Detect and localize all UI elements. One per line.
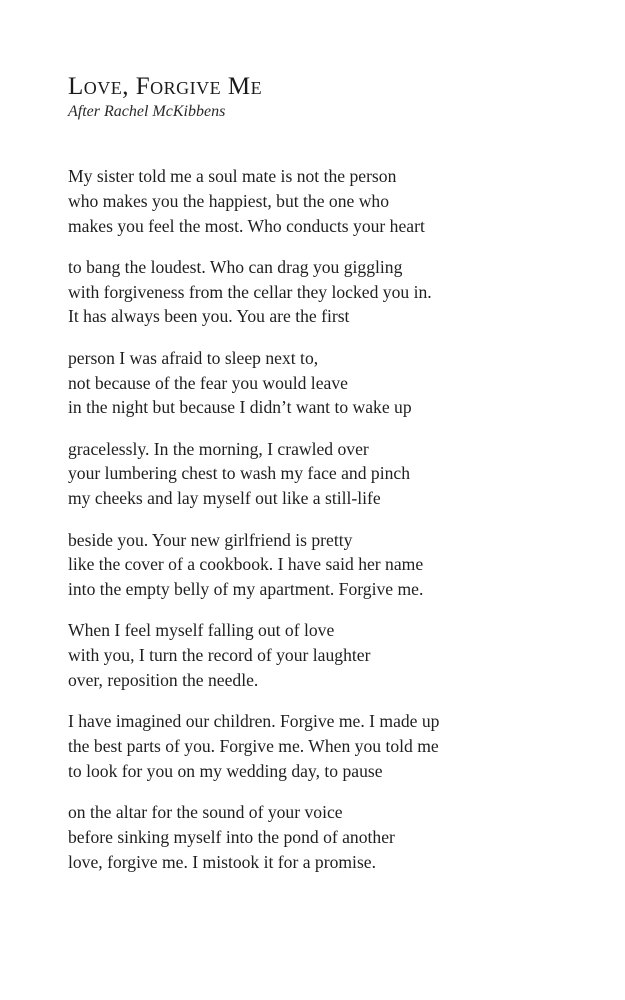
poem-line: the best parts of you. Forgive me. When you told me xyxy=(68,736,439,757)
stanza-8 xyxy=(68,800,608,874)
poem-line: love, forgive me. I mistook it for a promise. xyxy=(68,851,376,872)
stanza-6 xyxy=(68,618,608,692)
poem-line: in the night but because I didn’t want to wake up xyxy=(68,397,412,418)
poem-subtitle: After Rachel McKibbens xyxy=(68,103,226,120)
stanza-5 xyxy=(68,528,608,602)
poem-line: on the altar for the sound of your voice xyxy=(68,802,343,823)
poem-line: like the cover of a cookbook. I have said her name xyxy=(68,554,424,575)
poem-line: my cheeks and lay myself out like a still-life xyxy=(68,488,381,509)
poem-line: to look for you on my wedding day, to pause xyxy=(68,760,383,781)
poem-line: When I feel myself falling out of love xyxy=(68,620,335,641)
poem-line: My sister told me a soul mate is not the person xyxy=(68,166,397,186)
poem-line: with forgiveness from the cellar they locked you in. xyxy=(68,281,432,302)
poem-line: person I was afraid to sleep next to, xyxy=(68,347,319,368)
poem-line: not because of the fear you would leave xyxy=(68,372,348,393)
poem-line: before sinking myself into the pond of another xyxy=(68,827,395,848)
stanza-4 xyxy=(68,437,608,511)
stanza-3 xyxy=(68,346,608,420)
stanza-7 xyxy=(68,709,608,783)
poem-line: I have imagined our children. Forgive me. I made up xyxy=(68,711,440,732)
poem-line: with you, I turn the record of your laughter xyxy=(68,645,371,666)
poem-line: who makes you the happiest, but the one who xyxy=(68,190,390,211)
poem-line: to bang the loudest. Who can drag you giggling xyxy=(68,256,403,277)
stanza-2 xyxy=(68,255,608,329)
poem-line: into the empty belly of my apartment. Forgive me. xyxy=(68,579,424,600)
stanza-1 xyxy=(68,164,608,238)
poem-line: beside you. Your new girlfriend is pretty xyxy=(68,529,353,550)
poem-line: gracelessly. In the morning, I crawled over xyxy=(68,438,369,459)
poem-line: your lumbering chest to wash my face and pinch xyxy=(68,463,411,484)
poem-line: makes you feel the most. Who conducts your heart xyxy=(68,215,425,236)
poem-line: over, reposition the needle. xyxy=(68,670,259,691)
poem-page xyxy=(68,72,608,891)
poem-title: Love, Forgive Me xyxy=(68,73,263,100)
poem-line: It has always been you. You are the first xyxy=(68,306,350,327)
